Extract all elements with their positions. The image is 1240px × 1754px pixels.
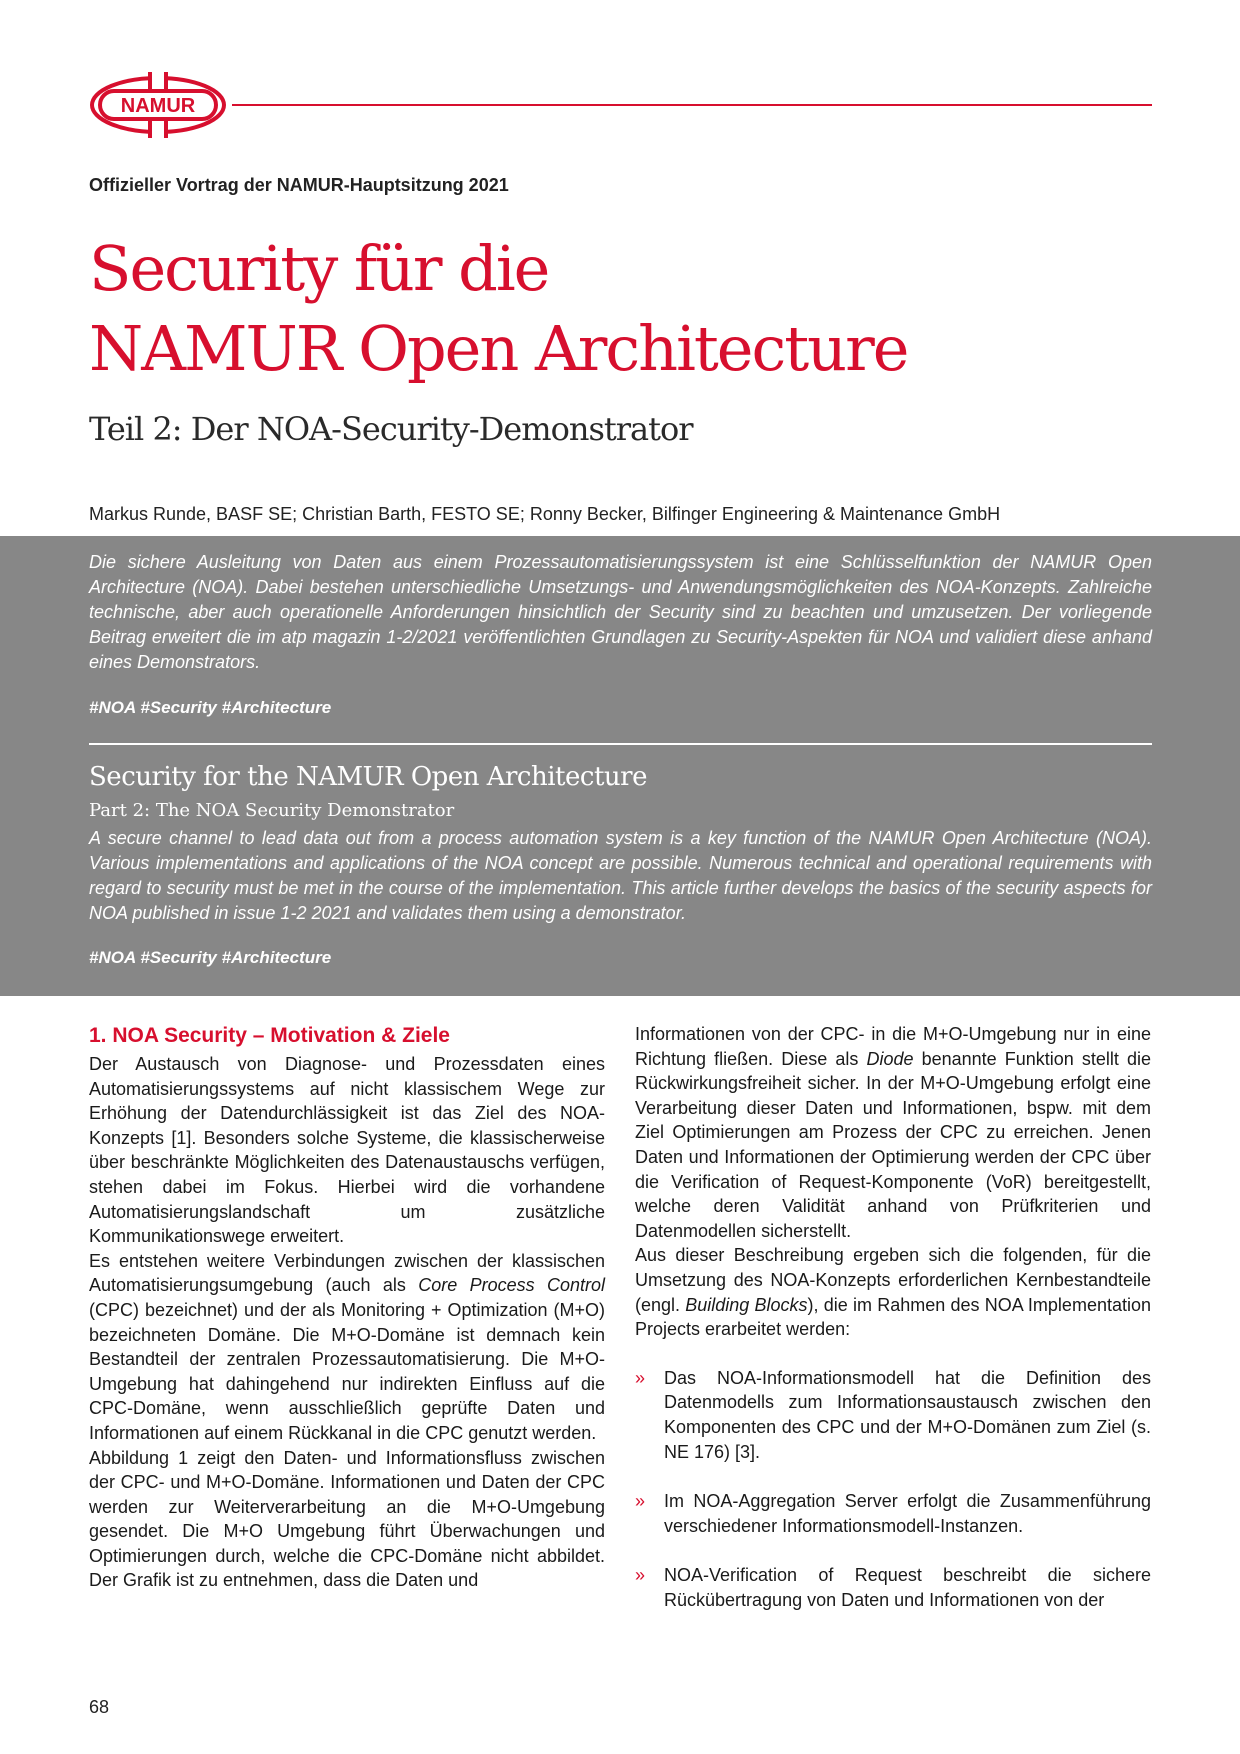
article-subtitle: Teil 2: Der NOA-Security-Demonstrator: [89, 410, 693, 448]
bullet-marker: »: [635, 1565, 646, 1586]
authors: Markus Runde, BASF SE; Christian Barth, FESTO SE; Ronny Becker, Bilfinger Engineering & Maintenance GmbH: [89, 504, 1001, 524]
paragraph: Aus dieser Beschreibung ergeben sich die folgenden, für die Umsetzung des NOA-Konzepts erforderlichen Kernbestandteile (engl. Building Blocks), die im Rahmen des NOA Implementation Projects erarbeitet werden:: [635, 1245, 1151, 1340]
article-title-line-2: NAMUR Open Architecture: [89, 312, 908, 385]
bullet-marker: »: [635, 1491, 646, 1512]
abstract-english-title: Security for the NAMUR Open Architecture: [89, 762, 647, 792]
abstract-english: A secure channel to lead data out from a process automation system is a key function of the NAMUR Open Architecture (NOA). Various implementations and applications of the NOA concept are possible. Numerous technical and operational requirements with regard to security must be met in the course of the implementation. This article further develops the basics of the security aspects for NOA published in issue 1-2 2021 and validates them using a demonstrator.: [89, 828, 1152, 923]
list-item: » Im NOA-Aggregation Server erfolgt die Zusammenführung verschiedener Informationsmodell-Instanzen.: [635, 1491, 1151, 1536]
namur-logo: [86, 70, 230, 140]
list-item: » NOA-Verification of Request beschreibt die sichere Rückübertragung von Daten und Informationen von der: [635, 1565, 1151, 1610]
svg-text:NAMUR: NAMUR: [120, 95, 196, 117]
paragraph: Der Austausch von Diagnose- und Prozessdaten eines Automatisierungssystems auf nicht klassischem Wege zur Erhöhung der Datendurchlässigkeit ist das Ziel des NOA-Konzepts [1]. Besonders solche Systeme, die klassischerweise über beschränkte Möglichkeiten des Datenaustauschs verfügen, stehen dabei im Fokus. Hierbei wird die vorhandene Automatisierungslandschaft um zusätzliche Kommunikationswege erweitert.: [89, 1054, 605, 1247]
body-column-left: [89, 1022, 605, 1593]
abstract-english-subtitle: Part 2: The NOA Security Demonstrator: [89, 800, 455, 821]
body-column-right: [635, 1022, 1151, 1637]
building-blocks-list: [635, 1366, 1151, 1613]
paragraph: Es entstehen weitere Verbindungen zwischen der klassischen Automatisierungsumgebung (auch als Core Process Control (CPC) bezeichnet) und der als Monitoring + Optimization (M+O) bezeichneten Domäne. Die M+O-Domäne ist demnach kein Bestandteil der zentralen Prozessautomatisierung. Die M+O-Umgebung hat dahingehend nur indirekten Einfluss auf die CPC-Domäne, wenn ausschließlich geprüfte Daten und Informationen auf einem Rückkanal in die CPC genutzt werden.: [89, 1250, 605, 1443]
keywords-english: #NOA #Security #Architecture: [89, 948, 332, 967]
abstract-divider: [89, 743, 1152, 745]
abstract-german: Die sichere Ausleitung von Daten aus einem Prozessautomatisierungssystem ist eine Schlüsselfunktion der NAMUR Open Architecture (NOA). Dabei bestehen unterschiedliche Umsetzungs- und Anwendungsmöglichkeiten des NOA-Konzepts. Zahlreiche technische, aber auch operationelle Anforderungen hinsichtlich der Security sind zu beachten und umzusetzen. Der vorliegende Beitrag erweitert die im atp magazin 1-2/2021 veröffentlichten Grundlagen zu Security-Aspekten für NOA und validiert diese anhand eines Demonstrators.: [89, 552, 1152, 672]
bullet-marker: »: [635, 1367, 646, 1388]
list-item: » Das NOA-Informationsmodell hat die Definition des Datenmodells zum Informationsaustausch zwischen den Komponenten des CPC und der M+O-Domänen zum Ziel (s. NE 176) [3].: [635, 1367, 1151, 1462]
section-heading: 1. NOA Security – Motivation & Ziele: [89, 1024, 450, 1047]
keywords-german: #NOA #Security #Architecture: [89, 698, 332, 717]
page-number: 68: [89, 1697, 110, 1717]
paragraph: Informationen von der CPC- in die M+O-Umgebung nur in eine Richtung fließen. Diese als Diode benannte Funktion stellt die Rückwirkungsfreiheit sicher. In der M+O-Umgebung erfolgt eine Verarbeitung dieser Daten und Informationen, bspw. mit dem Ziel Optimierungen am Prozess der CPC zu erreichen. Jenen Daten und Informationen der Optimierung werden der CPC über die Verification of Request-Komponente (VoR) bereitgestellt, welche deren Validität anhand von Prüfkriterien und Datenmodellen sicherstellt.: [635, 1024, 1152, 1241]
paragraph: Abbildung 1 zeigt den Daten- und Informationsfluss zwischen der CPC- und M+O-Domäne. Informationen und Daten der CPC werden zur Weiterverarbeitung an die M+O-Umgebung gesendet. Die M+O Umgebung führt Überwachungen und Optimierungen durch, welche die CPC-Domäne nicht abbildet. Der Grafik ist zu entnehmen, dass die Daten und: [89, 1447, 605, 1591]
header-rule: [232, 104, 1152, 106]
kicker: Offizieller Vortrag der NAMUR-Hauptsitzung 2021: [89, 175, 509, 195]
article-title-line-1: Security für die: [89, 232, 549, 305]
